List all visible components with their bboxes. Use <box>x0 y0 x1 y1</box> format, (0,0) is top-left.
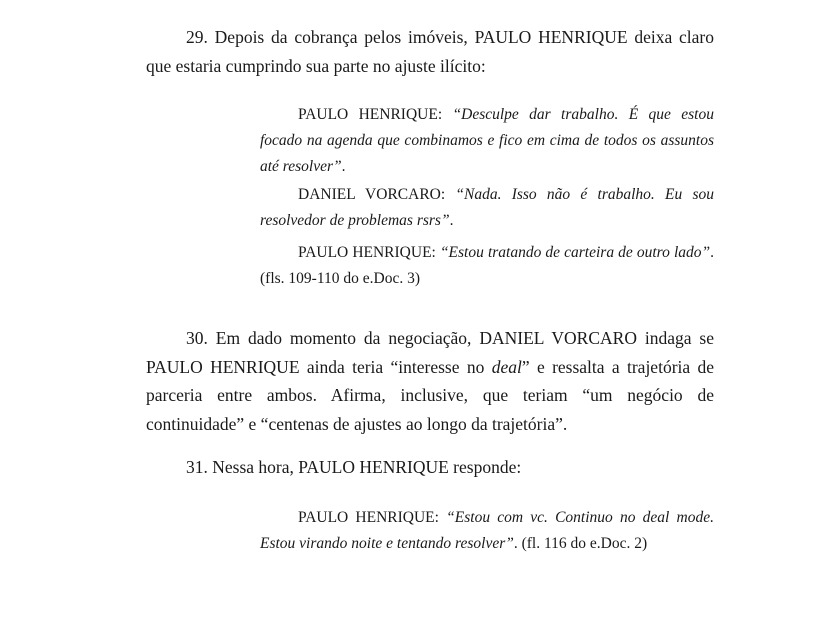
quote-speech: “Estou tratando de carteira de outro lado” <box>439 244 711 261</box>
quote-paulo-henrique-3 <box>260 505 714 557</box>
quote-tail: . (fls. 109-110 do e.Doc. 3) <box>260 244 714 287</box>
quote-tail: . <box>449 212 454 229</box>
quote-speech: “Estou com vc. Continuo no deal mode. Estou virando noite e tentando resolver” <box>260 509 714 552</box>
quote-speech: “Desculpe dar trabalho. É que estou focado na agenda que combinamos e fico em cima de todos os assuntos até resolver” <box>260 106 714 175</box>
deal-word: deal <box>491 356 522 377</box>
quote-speaker: DANIEL VORCARO: <box>298 186 456 203</box>
quote-daniel-vorcaro <box>260 182 714 234</box>
quote-speaker: PAULO HENRIQUE: <box>298 509 447 526</box>
quote-tail: . <box>341 158 346 175</box>
quote-paulo-henrique-2 <box>260 240 714 292</box>
paragraph-31: 31. Nessa hora, PAULO HENRIQUE responde: <box>186 457 522 477</box>
quote-speaker: PAULO HENRIQUE: <box>298 106 453 123</box>
quote-paulo-henrique-1 <box>260 102 714 180</box>
quote-tail: . (fl. 116 do e.Doc. 2) <box>513 535 648 552</box>
quote-speech: “Nada. Isso não é trabalho. Eu sou resolvedor de problemas rsrs” <box>260 186 714 229</box>
quote-speaker: PAULO HENRIQUE: <box>298 244 440 261</box>
paragraph-30: 30. Em dado momento da negociação, DANIEL VORCARO indaga se PAULO HENRIQUE ainda teria “interesse no deal” e ressalta a trajetória de parceria entre ambos. Afirma, inclusive, que teriam “um negócio de continuidade” e “centenas de ajustes ao longo da trajetória”. <box>146 328 715 434</box>
paragraph-29: 29. Depois da cobrança pelos imóveis, PAULO HENRIQUE deixa claro que estaria cumprindo sua parte no ajuste ilícito: <box>146 27 714 76</box>
